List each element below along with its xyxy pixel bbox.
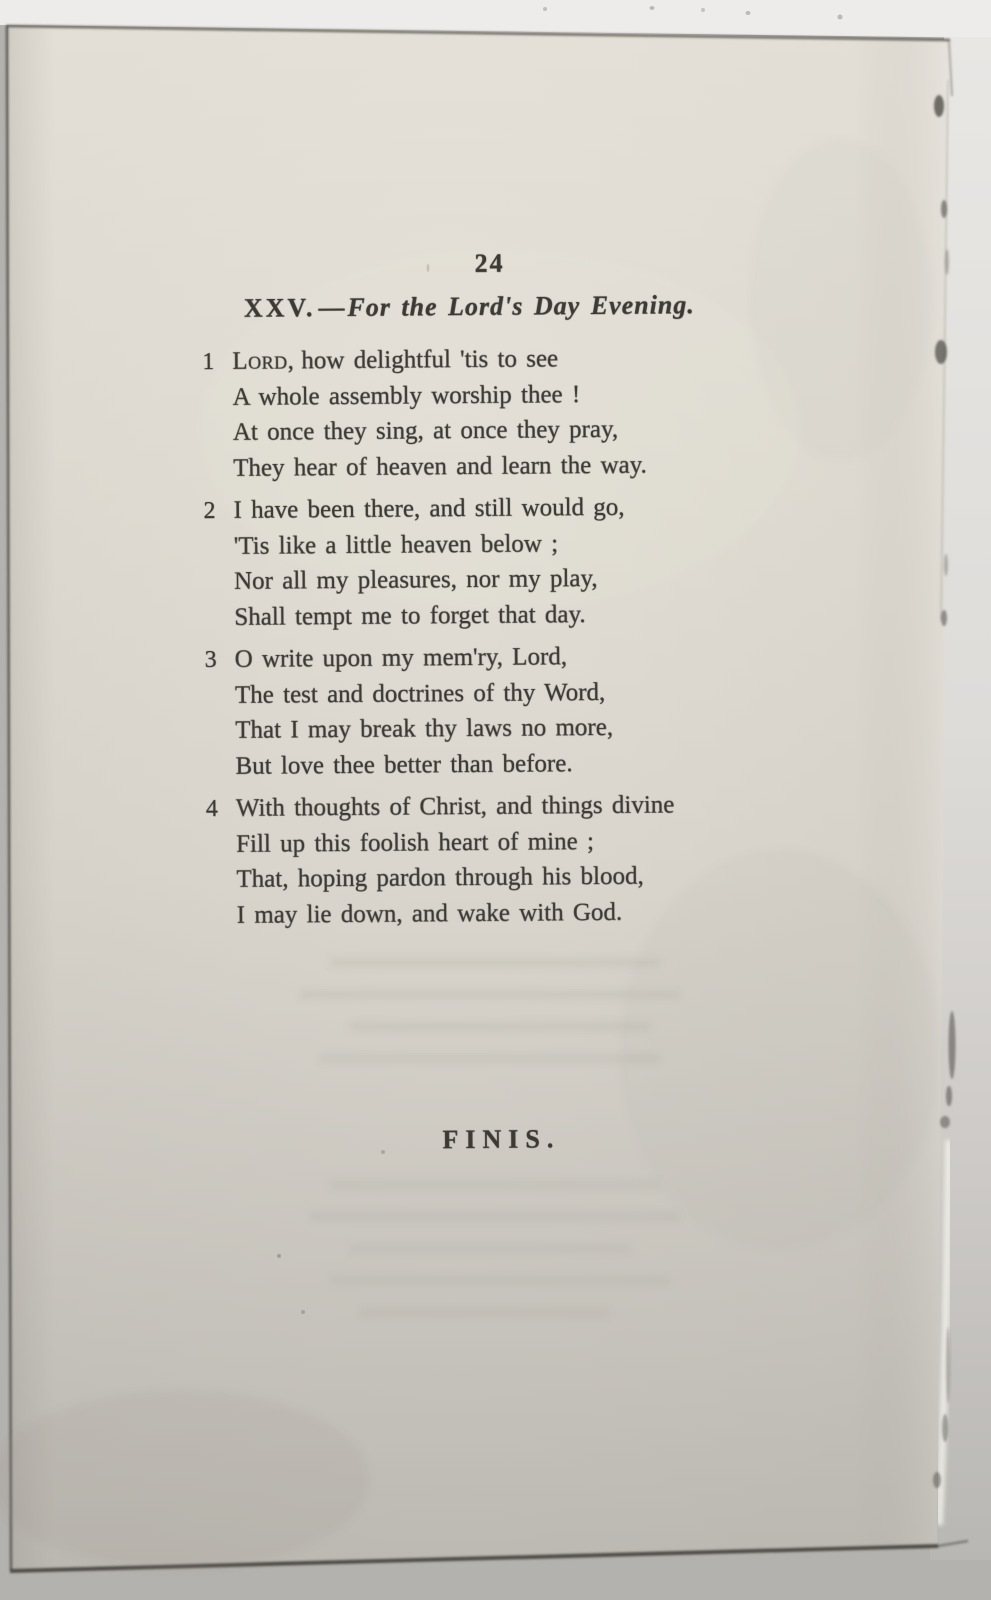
- verse-number: 2: [203, 497, 216, 525]
- verse-number: 4: [205, 795, 218, 823]
- page-number: 24: [474, 248, 505, 278]
- verse-line: Fill up this foolish heart of mine ;: [236, 827, 594, 858]
- verse-number: 3: [204, 646, 217, 674]
- verse-2: [203, 489, 673, 634]
- heading-dash: —: [318, 292, 345, 323]
- verse-line: 'Tis like a little heaven below ;: [233, 529, 559, 560]
- hymn-verses: [202, 340, 675, 939]
- verse-line: That I may break thy laws no more,: [235, 713, 614, 744]
- verse-line: With thoughts of Christ, and things divine: [235, 791, 675, 822]
- verse-4: [205, 787, 676, 932]
- verse-line: I may lie down, and wake with God.: [236, 898, 623, 929]
- verse-line: I have been there, and still would go,: [233, 493, 625, 524]
- hymn-title: For the Lord's Day Evening.: [347, 290, 695, 322]
- verse-line-text: how delightful 'tis to see: [301, 345, 559, 375]
- verse-1: [202, 340, 672, 485]
- verse-line: They hear of heaven and learn the way.: [233, 451, 647, 482]
- finis-colophon: FINIS.: [442, 1124, 561, 1155]
- verse-line: [232, 340, 671, 379]
- verse-number: 1: [202, 348, 215, 376]
- verse-line: That, hoping pardon through his blood,: [236, 862, 644, 893]
- verse-line: Nor all my pleasures, nor my play,: [233, 564, 598, 595]
- small-caps-lord: Lord,: [232, 347, 295, 375]
- verse-line: But love thee better than before.: [235, 749, 573, 780]
- verse-line: Shall tempt me to forget that day.: [234, 600, 586, 631]
- verse-3: [204, 638, 675, 783]
- hymn-number: XXV.: [243, 293, 316, 323]
- verse-line: The test and doctrines of thy Word,: [234, 678, 606, 709]
- verse-line: A whole assembly worship thee !: [232, 380, 581, 411]
- hymn-heading: [244, 290, 695, 324]
- verse-line: At once they sing, at once they pray,: [232, 415, 619, 446]
- verse-line: O write upon my mem'ry, Lord,: [234, 643, 568, 673]
